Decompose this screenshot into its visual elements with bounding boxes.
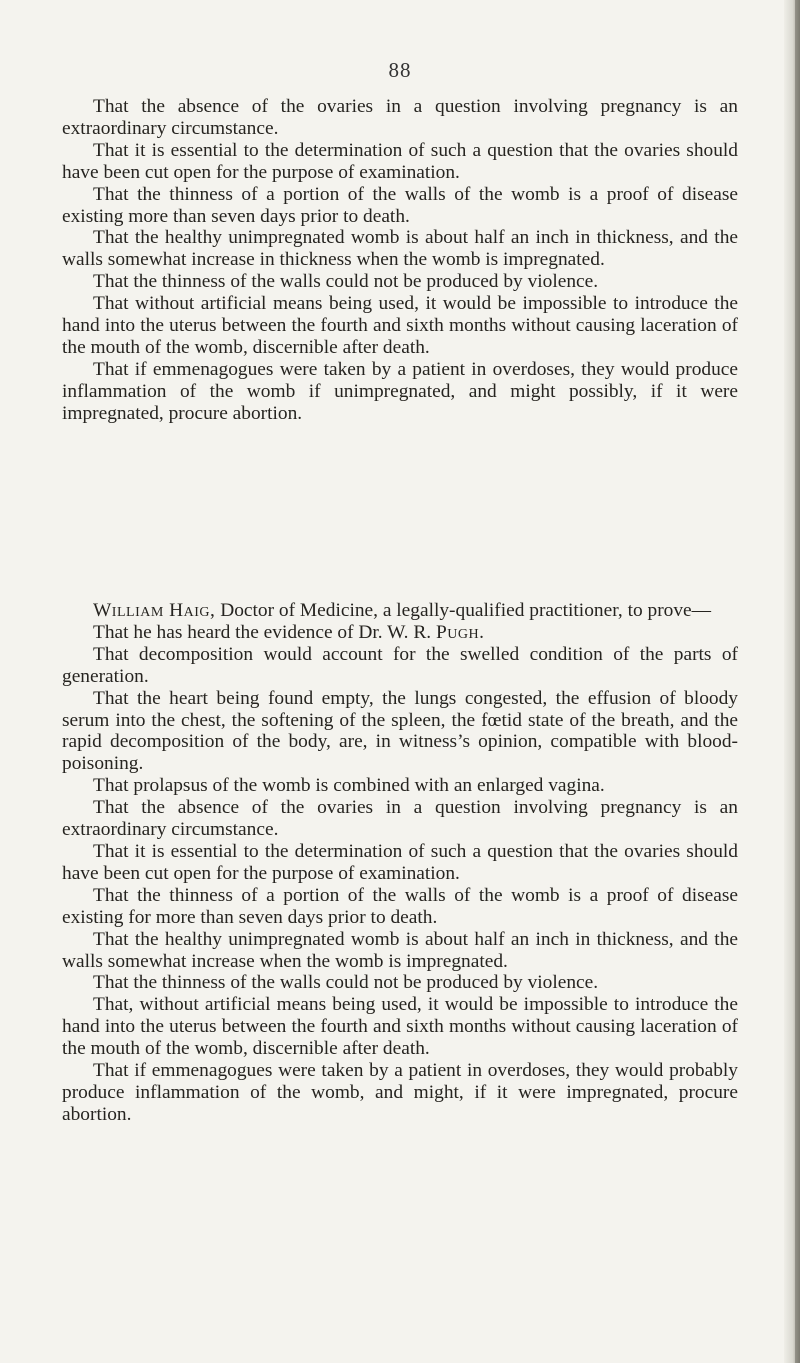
finding-paragraph: That if emmenagogues were taken by a patient in overdoses, they would probably produce inflammation of the womb, and might, if it were impregnated, procure abortion. xyxy=(62,1060,738,1125)
finding-paragraph: That the thinness of the walls could not be produced by violence. xyxy=(93,972,599,994)
finding-paragraph: That it is essential to the determination of such a question that the ovaries should have been cut open for the purpose of examination. xyxy=(62,139,738,183)
heard-prefix: That he has heard the evidence of Dr. W. R. xyxy=(93,621,436,643)
witness-block xyxy=(62,600,738,1126)
finding-paragraph: That if emmenagogues were taken by a patient in overdoses, they would produce inflammation of the womb if unimpregnated, and might possibly, if it were impregnated, procure abortion. xyxy=(62,358,738,424)
finding-paragraph: That decomposition would account for the swelled condition of the parts of generation. xyxy=(62,643,738,687)
findings-block-first xyxy=(62,96,738,425)
finding-paragraph: That the absence of the ovaries in a question involving pregnancy is an extraordinary circumstance. xyxy=(62,797,738,841)
finding-paragraph: That the healthy unimpregnated womb is about half an inch in thickness, and the walls somewhat increase when the womb is impregnated. xyxy=(62,928,738,972)
finding-paragraph: That the thinness of the walls could not be produced by violence. xyxy=(93,271,599,293)
finding-paragraph: That the heart being found empty, the lungs congested, the effusion of bloody serum into the chest, the softening of the spleen, the fœtid state of the breath, and the rapid decomposition of the body, are, in witness’s opinion, compatible with blood-poisoning. xyxy=(62,687,738,775)
witness-intro xyxy=(62,600,738,622)
witness-name: William Haig, xyxy=(93,600,216,621)
finding-paragraph: That, without artificial means being used, it would be impossible to introduce the hand into the uterus between the fourth and sixth months without causing laceration of the mouth of the womb, discernible after death. xyxy=(62,994,738,1060)
witness-heard-evidence xyxy=(62,622,738,644)
finding-paragraph: That the healthy unimpregnated womb is about half an inch in thickness, and the walls somewhat increase in thickness when the womb is impregnated. xyxy=(62,227,738,271)
page-number: 88 xyxy=(388,58,412,82)
witness-description: Doctor of Medicine, a legally-qualified practitioner, to prove— xyxy=(215,600,712,621)
heard-suffix: . xyxy=(479,621,484,643)
page-edge-binding xyxy=(795,0,800,1363)
finding-paragraph: That the thinness of a portion of the walls of the womb is a proof of disease existing more than seven days prior to death. xyxy=(62,183,738,227)
heard-name: Pugh xyxy=(436,621,480,643)
finding-paragraph: That it is essential to the determination of such a question that the ovaries should have been cut open for the purpose of examination. xyxy=(62,840,738,884)
finding-paragraph: That the absence of the ovaries in a question involving pregnancy is an extraordinary circumstance. xyxy=(62,96,738,139)
finding-paragraph: That prolapsus of the womb is combined with an enlarged vagina. xyxy=(93,775,605,797)
finding-paragraph: That the thinness of a portion of the walls of the womb is a proof of disease existing for more than seven days prior to death. xyxy=(62,884,738,928)
finding-paragraph: That without artificial means being used, it would be impossible to introduce the hand into the uterus between the fourth and sixth months without causing laceration of the mouth of the womb, discernible after death. xyxy=(62,293,738,358)
